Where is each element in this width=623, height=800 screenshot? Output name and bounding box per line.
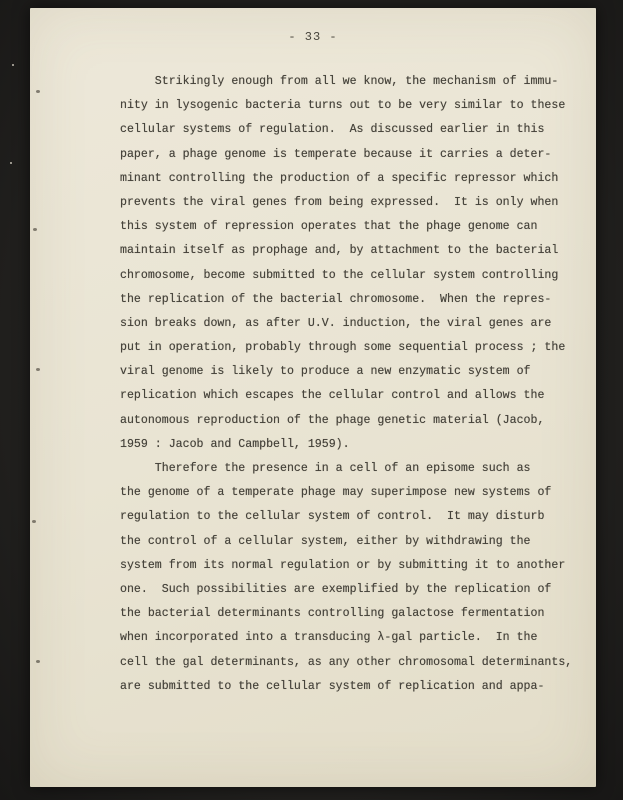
body-text (120, 70, 580, 699)
binding-mark (32, 520, 36, 523)
text-line: Strikingly enough from all we know, the mechanism of immu- (120, 75, 559, 88)
binding-mark (36, 90, 40, 93)
text-line: minant controlling the production of a specific repressor which (120, 171, 559, 185)
text-line: prevents the viral genes from being expressed. It is only when (120, 195, 559, 209)
text-line: regulation to the cellular system of control. It may disturb (120, 510, 545, 524)
text-line: when incorporated into a transducing λ-gal particle. In the (120, 631, 538, 645)
text-line: cell the gal determinants, as any other chromosomal determinants, (120, 655, 573, 669)
text-line: 1959 : Jacob and Campbell, 1959). (120, 437, 350, 451)
text-line: system from its normal regulation or by submitting it to another (120, 558, 566, 572)
binding-mark (36, 368, 40, 371)
text-line: maintain itself as prophage and, by attachment to the bacterial (120, 244, 559, 258)
text-line: put in operation, probably through some sequential process ; the (120, 341, 566, 355)
text-line: nity in lysogenic bacteria turns out to be very similar to these (120, 99, 566, 113)
text-line: viral genome is likely to produce a new enzymatic system of (120, 365, 531, 379)
text-line: the replication of the bacterial chromosome. When the repres- (120, 292, 552, 306)
text-line: one. Such possibilities are exemplified by the replication of (120, 582, 552, 596)
text-line: chromosome, become submitted to the cellular system controlling (120, 268, 559, 282)
text-line: sion breaks down, as after U.V. induction, the viral genes are (120, 316, 552, 330)
text-line: autonomous reproduction of the phage genetic material (Jacob, (120, 413, 545, 427)
text-line: the genome of a temperate phage may superimpose new systems of (120, 486, 552, 500)
binding-mark (36, 660, 40, 663)
text-line: cellular systems of regulation. As discussed earlier in this (120, 123, 545, 137)
binding-mark (33, 228, 37, 231)
text-line: replication which escapes the cellular control and allows the (120, 389, 545, 403)
dust-speck (12, 64, 14, 66)
document-page (30, 8, 596, 787)
page-number: - 33 - (288, 30, 338, 44)
dust-speck (10, 162, 12, 164)
text-line: the control of a cellular system, either by withdrawing the (120, 534, 531, 548)
text-line: are submitted to the cellular system of replication and appa- (120, 679, 545, 693)
text-line: this system of repression operates that the phage genome can (120, 220, 538, 234)
text-line: paper, a phage genome is temperate because it carries a deter- (120, 147, 552, 161)
text-line: Therefore the presence in a cell of an episome such as (120, 462, 531, 475)
text-line: the bacterial determinants controlling galactose fermentation (120, 607, 545, 621)
